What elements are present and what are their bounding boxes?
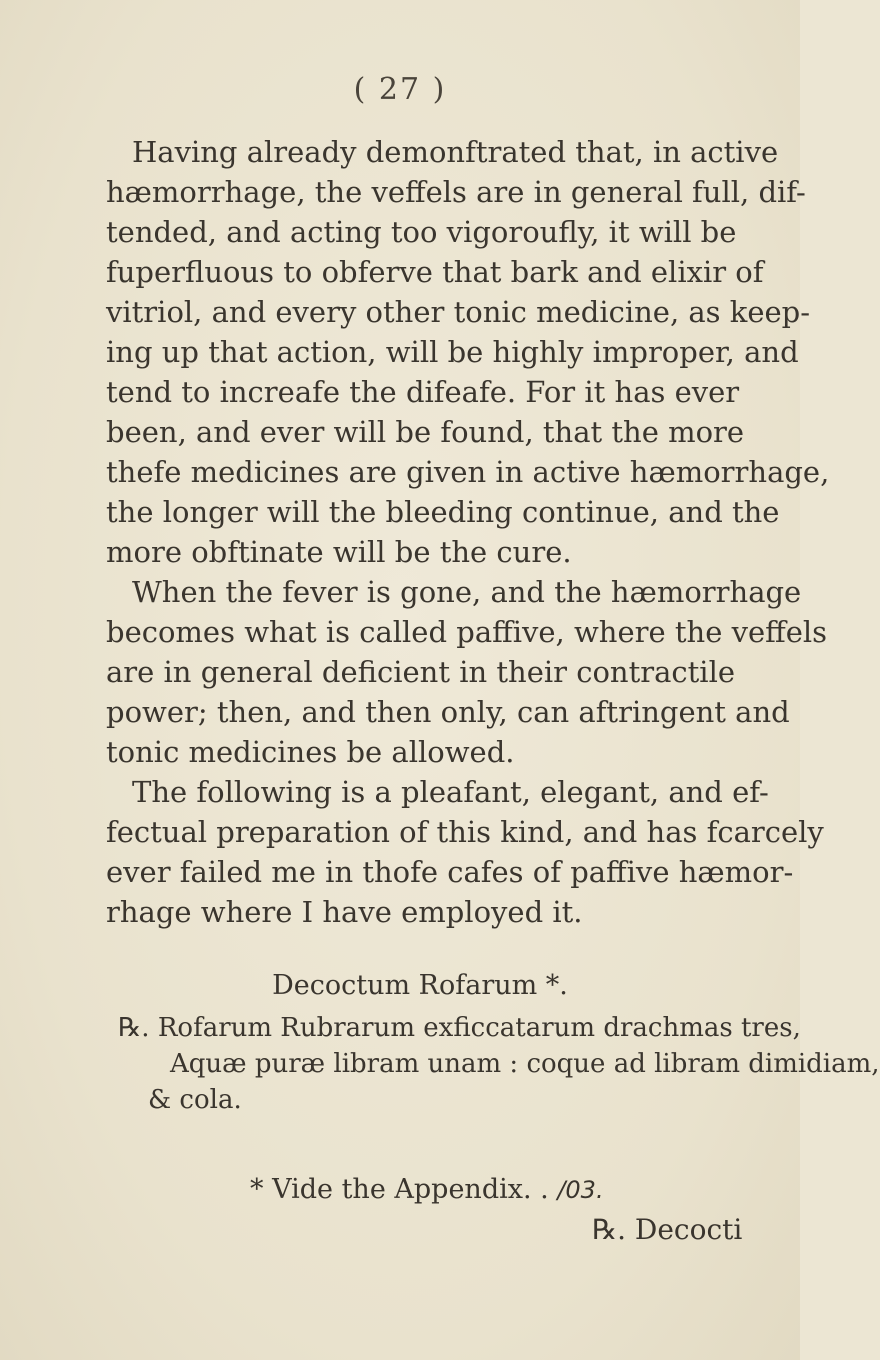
text-line: becomes what is called paffive, where the veffels bbox=[106, 615, 828, 649]
recipe-line: & cola. bbox=[148, 1085, 242, 1115]
footnote-text: * Vide the Appendix. . bbox=[250, 1174, 549, 1205]
text-line: When the fever is gone, and the hæmorrhage bbox=[132, 575, 802, 609]
recipe-line: ℞. Rofarum Rubrarum exficcatarum drachmas tres, bbox=[118, 1013, 801, 1043]
text-line: thefe medicines are given in active hæmorrhage, bbox=[106, 455, 830, 489]
catchword: ℞. Decocti bbox=[592, 1213, 743, 1246]
text-line: are in general deficient in their contractile bbox=[106, 655, 736, 689]
text-line: the longer will the bleeding continue, and the bbox=[106, 495, 780, 529]
text-line: ever failed me in thofe cafes of paffive hæmor- bbox=[106, 855, 794, 889]
recipe-title: Decoctum Rofarum *. bbox=[272, 970, 568, 1001]
handwritten-annotation: /03. bbox=[557, 1176, 604, 1204]
text-line: tended, and acting too vigoroufly, it will be bbox=[106, 215, 737, 249]
footnote bbox=[250, 1170, 604, 1210]
text-line: tend to increafe the difeafe. For it has ever bbox=[106, 375, 740, 409]
recipe-line: Aquæ puræ libram unam : coque ad libram dimidiam, bbox=[170, 1049, 880, 1079]
text-line: The following is a pleafant, elegant, and ef- bbox=[132, 775, 769, 809]
text-line: ing up that action, will be highly improper, and bbox=[106, 335, 799, 369]
text-line: more obftinate will be the cure. bbox=[106, 535, 572, 569]
text-line: rhage where I have employed it. bbox=[106, 895, 583, 929]
text-line: fectual preparation of this kind, and has fcarcely bbox=[106, 815, 824, 849]
text-line: Having already demonftrated that, in active bbox=[132, 135, 779, 169]
text-line: fuperfluous to obferve that bark and elixir of bbox=[106, 255, 764, 289]
text-line: power; then, and then only, can aftringent and bbox=[106, 695, 790, 729]
text-line: vitriol, and every other tonic medicine, as keep- bbox=[106, 295, 811, 329]
page-number: ( 27 ) bbox=[353, 72, 447, 107]
text-line: tonic medicines be allowed. bbox=[106, 735, 515, 769]
text-line: hæmorrhage, the veffels are in general full, dif- bbox=[106, 175, 806, 209]
text-line: been, and ever will be found, that the more bbox=[106, 415, 745, 449]
